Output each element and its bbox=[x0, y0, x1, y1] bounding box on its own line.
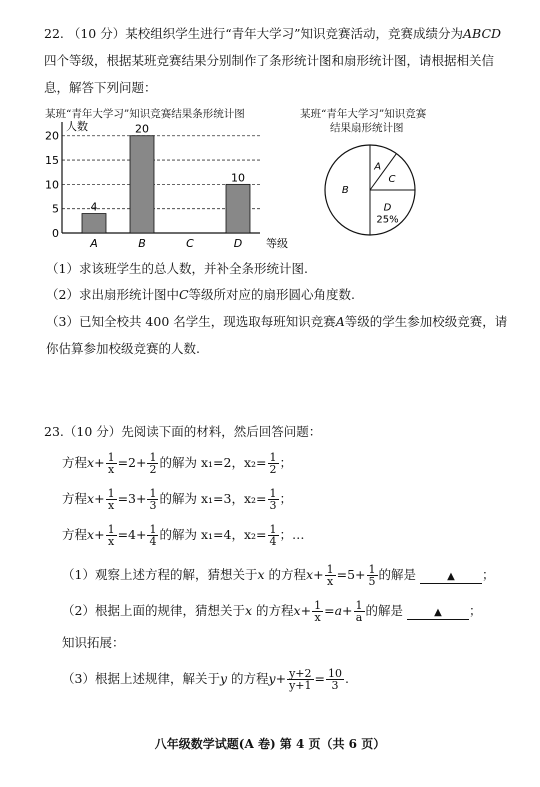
bar-D bbox=[226, 184, 250, 233]
data-label: 10 bbox=[231, 171, 245, 185]
answer-blank-2[interactable]: ▲ bbox=[407, 607, 469, 620]
slice-label-A: A bbox=[374, 161, 382, 173]
data-label: 20 bbox=[135, 122, 149, 136]
data-label: 4 bbox=[90, 200, 98, 214]
bar-chart-title: 某班“青年大学习”知识竞赛结果条形统计图 bbox=[45, 108, 245, 120]
page-footer: 八年级数学试题(A 卷) 第 4 页（共 6 页） bbox=[154, 737, 386, 751]
x-axis-label: 等级 bbox=[266, 237, 288, 250]
x-tick-label: B bbox=[138, 237, 146, 250]
q23-part3: （3）根据上述规律，解关于y 的方程y+ $\frac{y+2}{y+1}$ = $\frac{10}{3}$ . bbox=[62, 667, 349, 692]
q22-part1: （1）求该班学生的总人数，并补全条形统计图. bbox=[46, 261, 308, 276]
slice-label-D: D bbox=[383, 202, 392, 214]
q22-part2: （2）求出扇形统计图中C等级所对应的扇形圆心角度数. bbox=[46, 287, 356, 302]
q23-extension: 知识拓展： bbox=[62, 635, 125, 650]
y-axis-label: 人数 bbox=[66, 120, 88, 133]
slice-label-B: B bbox=[341, 185, 349, 196]
slice-pct-D: 25% bbox=[376, 214, 399, 226]
slice-label-C: C bbox=[388, 173, 396, 185]
pie-chart-title-1: 某班“青年大学习”知识竞赛 bbox=[300, 108, 427, 120]
q23-part2: （2）根据上面的规律，猜想关于x 的方程x+ $\frac{1}{x}$ =a+ $\frac{1}{a}$ 的解是 ▲ ； bbox=[62, 599, 482, 624]
q22-line2: 四个等级，根据某班竞赛结果分别制作了条形统计图和扇形统计图，请根据相关信 bbox=[44, 53, 495, 68]
q23-eq-line2: 方程x+ $\frac{1}{x}$ =3+ $\frac{1}{3}$ 的解为 x₁=3，x₂= $\frac{1}{3}$ ； bbox=[62, 487, 293, 512]
q23-intro: 23.（10 分）先阅读下面的材料，然后回答问题： bbox=[44, 424, 322, 439]
y-tick-label: 15 bbox=[45, 154, 59, 168]
q22-line3: 息，解答下列问题： bbox=[44, 80, 157, 95]
q23-eq-line1: 方程x+ $\frac{1}{x}$ =2+ $\frac{1}{2}$ 的解为 x₁=2，x₂= $\frac{1}{2}$ ； bbox=[62, 451, 293, 476]
x-tick-label: D bbox=[233, 237, 243, 250]
bar-B bbox=[130, 136, 154, 233]
pie-chart-title-2: 结果扇形统计图 bbox=[330, 122, 404, 134]
q22-part3-cont: 你估算参加校级竞赛的人数. bbox=[46, 341, 200, 356]
pie-chart bbox=[320, 140, 420, 240]
y-tick-label: 20 bbox=[45, 129, 59, 143]
q22-line1: 22. （10 分）某校组织学生进行“青年大学习”知识竞赛活动，竞赛成绩分为ABCD bbox=[44, 26, 502, 41]
y-tick-label: 0 bbox=[52, 227, 59, 240]
bar-A bbox=[82, 214, 106, 233]
q22-part3: （3）已知全校共 400 名学生，现选取每班知识竞赛A等级的学生参加校级竞赛，请 bbox=[46, 314, 508, 329]
q23-part1: （1）观察上述方程的解，猜想关于x 的方程x+ $\frac{1}{x}$ =5+ $\frac{1}{5}$ 的解是 ▲ ； bbox=[62, 563, 495, 588]
y-tick-label: 5 bbox=[52, 202, 59, 216]
bar-chart bbox=[40, 118, 300, 253]
grade-letters: ABCD bbox=[463, 26, 502, 41]
answer-blank-1[interactable]: ▲ bbox=[420, 571, 482, 584]
q23-eq-line3: 方程x+ $\frac{1}{x}$ =4+ $\frac{1}{4}$ 的解为 x₁=4，x₂= $\frac{1}{4}$ ；… bbox=[62, 523, 305, 548]
y-tick-label: 10 bbox=[45, 178, 59, 192]
x-tick-label: A bbox=[90, 237, 98, 250]
x-tick-label: C bbox=[186, 237, 194, 250]
